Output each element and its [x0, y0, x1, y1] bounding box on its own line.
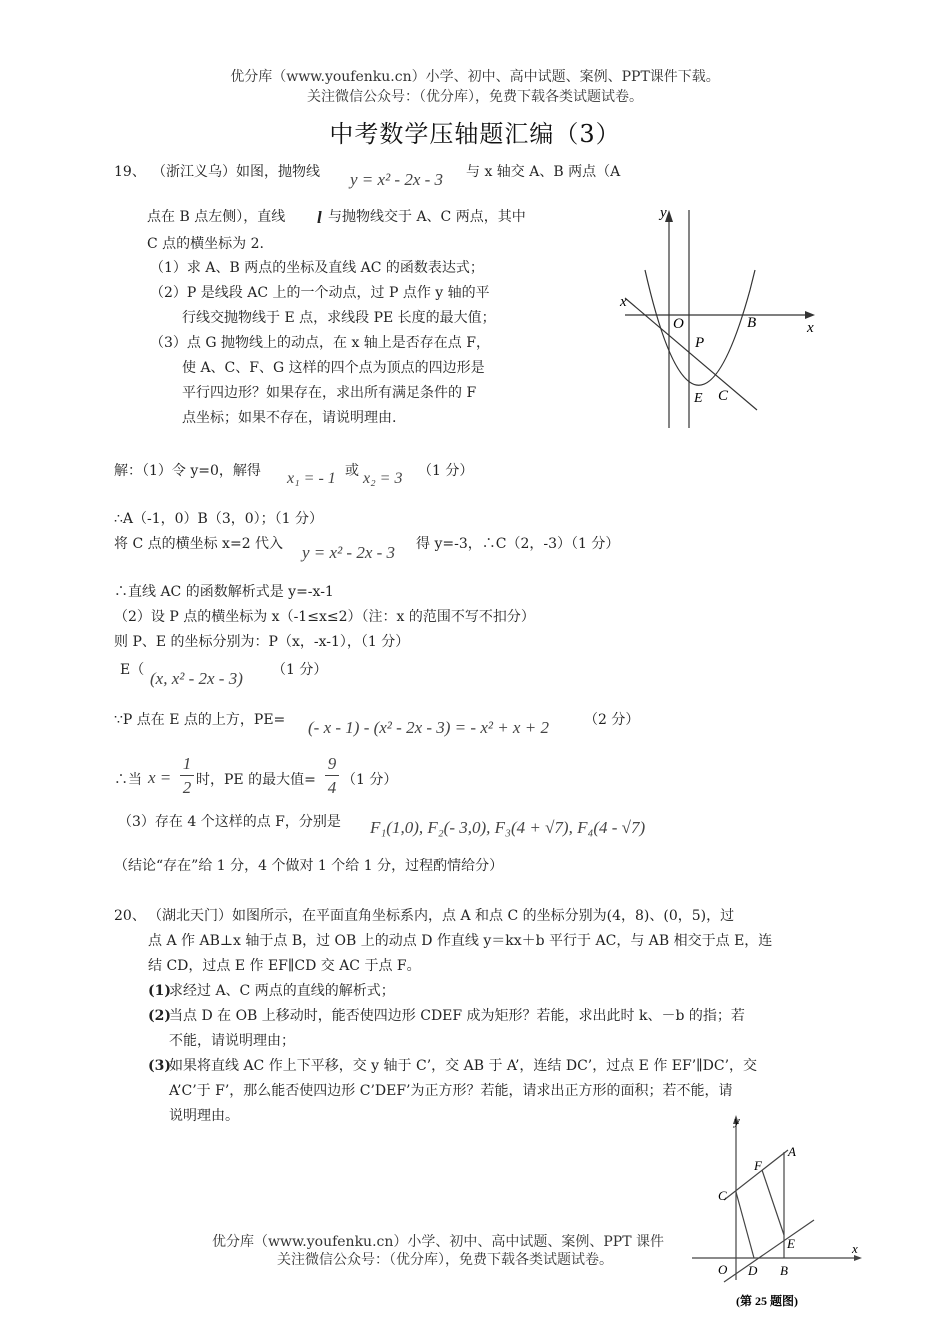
sol19-x1: x₁ = - 1: [287, 470, 336, 487]
sol19-step10-eq: F₁(1,0), F₂(- 3,0), F₃(4 + √7), F₄(4 - √7): [370, 818, 646, 837]
q20-part-2a: 当点 D 在 OB 上移动时，能否使四边形 CDEF 成为矩形？若能，求出此时 k、－b 的指；若: [169, 1008, 745, 1024]
q19-line-l: l: [317, 208, 322, 227]
q20-geometry-figure: [684, 1110, 864, 1315]
sol19-step9c: （1 分）: [342, 772, 398, 788]
q20-segment-ef: [762, 1170, 784, 1235]
q19-label-e: E: [694, 391, 703, 406]
sol19-step4: ∴直线 AC 的函数解析式是 y=-x-1: [114, 584, 334, 600]
page-title: 中考数学压轴题汇编（3）: [329, 120, 621, 148]
q19-parabola: [645, 270, 755, 385]
q19-part-2a: （2）P 是线段 AC 上的一个动点，过 P 点作 y 轴的平: [150, 285, 490, 301]
q19-parabola-eq: y = x² - 2x - 3: [350, 170, 444, 189]
sol19-step6: 则 P、E 的坐标分别为：P（x，-x-1），（1 分）: [114, 634, 410, 650]
sol19-step3-eq: y = x² - 2x - 3: [302, 543, 396, 562]
sol19-step3b: 得 y=-3，∴C（2，-3）（1 分）: [416, 536, 620, 552]
sol19-step9b: 时，PE 的最大值=: [196, 772, 316, 788]
q20-segment-cd: [736, 1192, 754, 1258]
footer-line-2: 关注微信公众号：（优分库），免费下载各类试题试卷。: [277, 1252, 613, 1268]
q20-part-3-number: (3): [148, 1058, 171, 1074]
q20-part-3c: 说明理由。: [169, 1108, 239, 1124]
q20-label-a: A: [788, 1144, 796, 1159]
sol19-step1b: （1 分）: [418, 463, 474, 479]
q20-label-y: y: [734, 1113, 740, 1128]
sol19-step10a: （3）存在 4 个这样的点 F，分别是: [118, 814, 341, 830]
q19-label-b: B: [747, 315, 757, 331]
q19-intro-b: 与 x 轴交 A、B 两点（A: [466, 164, 621, 180]
q20-label-c: C: [718, 1188, 727, 1203]
q19-line2-a: 点在 B 点左侧），直线: [147, 209, 286, 225]
q19-parabola-figure: [615, 200, 830, 430]
q19-label-p: P: [695, 335, 705, 351]
sol19-or: 或: [345, 463, 359, 479]
sol19-step1a: 解：（1）令 y=0，解得: [114, 463, 261, 479]
q19-part-3b: 使 A、C、F、G 这样的四个点为顶点的四边形是: [182, 360, 485, 376]
sol19-step9-den: 2: [182, 778, 192, 797]
q19-part-3a: （3）点 G 抛物线上的动点，在 x 轴上是否存在点 F，: [150, 335, 490, 351]
sol19-step9-den2: 4: [327, 778, 337, 797]
q20-label-x: x: [852, 1241, 858, 1256]
q19-part-2b: 行线交抛物线于 E 点，求线段 PE 长度的最大值；: [182, 310, 496, 326]
header-line-1: 优分库（www.youfenku.cn）小学、初中、高中试题、案例、PPT课件下载。: [230, 69, 720, 85]
sol19-step9-num: 1: [182, 754, 192, 773]
sol19-step3a: 将 C 点的横坐标 x=2 代入: [114, 536, 284, 552]
q20-label-o: O: [718, 1262, 728, 1277]
sol19-step9a: ∴当: [114, 772, 142, 788]
q19-line3: C 点的横坐标为 2.: [147, 236, 264, 252]
q20-line-de: [724, 1220, 814, 1282]
q19-part-3d: 点坐标；如果不存在，请说明理由.: [182, 410, 397, 426]
footer-line-1: 优分库（www.youfenku.cn）小学、初中、高中试题、案例、PPT 课件: [212, 1234, 665, 1250]
sol19-step7b: （1 分）: [272, 662, 328, 678]
sol19-step9-fraction-bar-2: [325, 775, 339, 776]
q19-label-x-left: x: [620, 294, 627, 310]
q19-number: 19、: [114, 164, 146, 180]
q19-line2-b: 与抛物线交于 A、C 两点，其中: [328, 209, 526, 225]
sol19-x2: x₂ = 3: [363, 470, 403, 487]
q19-intro-a: （浙江义乌）如图，抛物线: [152, 164, 320, 180]
sol19-step9-fraction-bar: [180, 775, 194, 776]
q19-part-3c: 平行四边形？如果存在，求出所有满足条件的 F: [182, 385, 477, 401]
sol19-step8-eq: (- x - 1) - (x² - 2x - 3) = - x² + x + 2: [308, 718, 549, 737]
q20-label-d: D: [748, 1263, 758, 1278]
q20-part-2b: 不能，请说明理由；: [169, 1033, 295, 1049]
sol19-step9-num2: 9: [327, 754, 337, 773]
q20-part-1-number: (1): [148, 983, 171, 999]
sol19-step8a: ∵P 点在 E 点的上方，PE=: [114, 712, 286, 728]
q19-label-o: O: [673, 316, 684, 332]
sol19-step11: （结论“存在”给 1 分，4 个做对 1 个给 1 分，过程酌情给分）: [114, 858, 504, 874]
q20-figure-caption: (第 25 题图): [736, 1294, 798, 1308]
q19-label-c: C: [718, 388, 729, 404]
sol19-step9-x: x =: [148, 768, 172, 787]
sol19-step2: ∴A（-1，0）B（3，0）；（1 分）: [114, 511, 324, 527]
header-line-2: 关注微信公众号：（优分库），免费下载各类试题试卷。: [307, 89, 643, 105]
q20-part-3b: A’C’于 F’，那么能否使四边形 C’DEF’为正方形？若能，请求出正方形的面积；若不能，请: [169, 1083, 733, 1099]
sol19-step5: （2）设 P 点的横坐标为 x（-1≤x≤2）（注：x 的范围不写不扣分）: [114, 609, 535, 625]
q20-label-f: F: [754, 1158, 762, 1173]
q19-label-x: x: [807, 320, 814, 336]
q19-part-1: （1）求 A、B 两点的坐标及直线 AC 的函数表达式；: [150, 260, 484, 276]
q20-label-e: E: [787, 1236, 795, 1251]
q20-number: 20、: [114, 908, 146, 924]
q20-line-2: 点 A 作 AB⊥x 轴于点 B，过 OB 上的动点 D 作直线 y＝kx＋b 平行于 AC，与 AB 相交于点 E，连: [148, 933, 773, 949]
q20-part-1: 求经过 A、C 两点的直线的解析式；: [169, 983, 395, 999]
q19-label-y: y: [660, 205, 667, 221]
sol19-step8b: （2 分）: [584, 712, 640, 728]
q20-part-3a: 如果将直线 AC 作上下平移，交 y 轴于 C’，交 AB 于 A’，连结 DC’，过点 E 作 EF’∥DC’，交: [169, 1058, 758, 1074]
q20-line-1: （湖北天门）如图所示，在平面直角坐标系内，点 A 和点 C 的坐标分别为(4，8)、(0，5)，过: [148, 908, 735, 924]
q20-line-3: 结 CD，过点 E 作 EF∥CD 交 AC 于点 F。: [148, 958, 421, 974]
sol19-step7-eq: (x, x² - 2x - 3): [150, 669, 243, 688]
q20-part-2-number: (2): [148, 1008, 171, 1024]
sol19-step7a: E（: [120, 662, 145, 678]
q20-label-b: B: [780, 1263, 788, 1278]
